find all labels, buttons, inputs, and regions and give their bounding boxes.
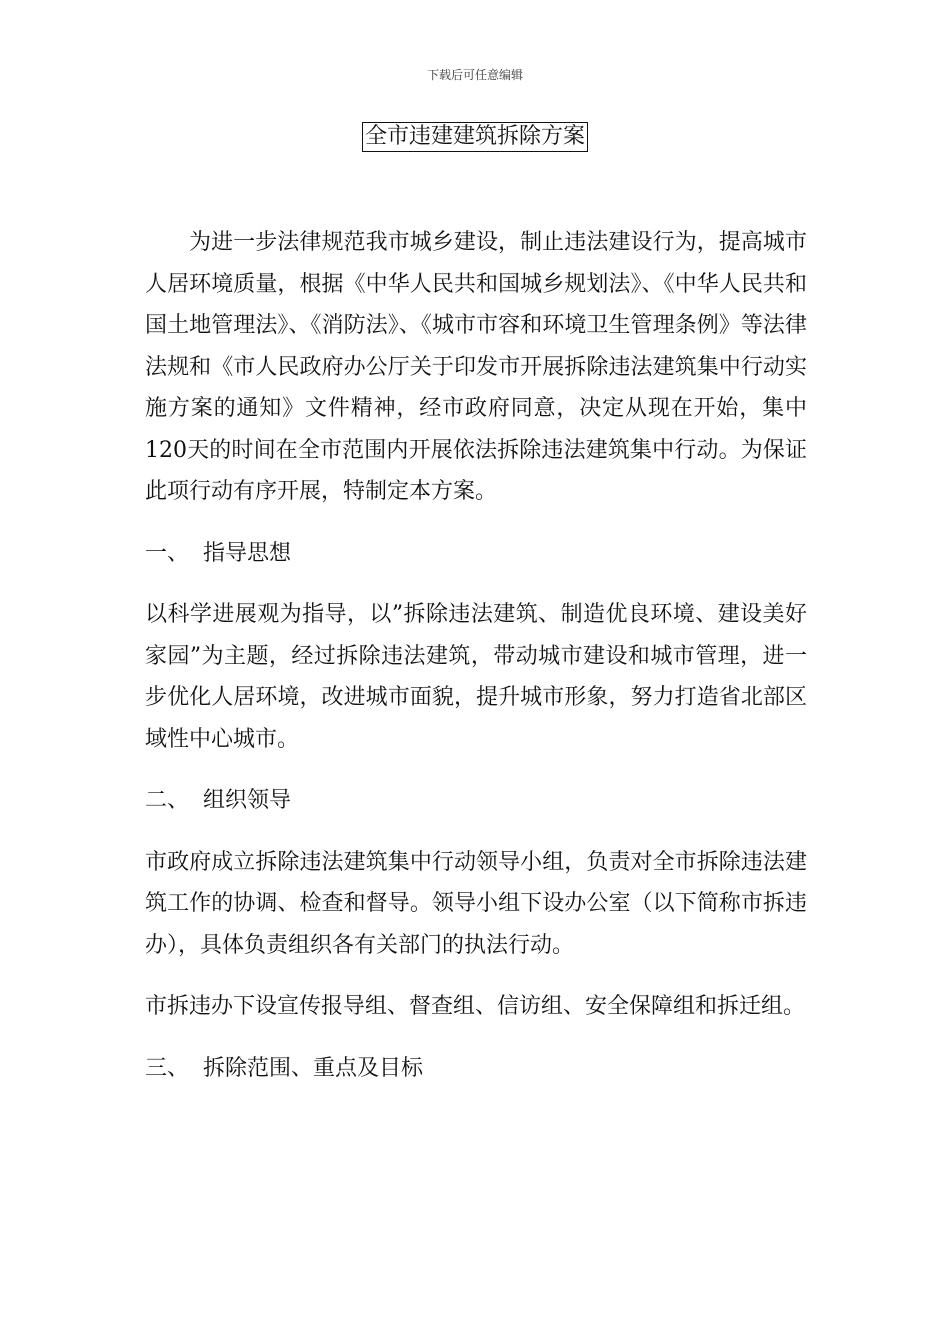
- section-1-paragraph-1: 以科学进展观为指导，以”拆除违法建筑、制造优良环境、建设美好家园”为主题，经过拆除违法建筑，带动城市建设和城市管理，进一步优化人居环境，改进城市面貌，提升城市形象，努力打造省北部区域性中心城市。: [145, 602, 807, 752]
- header-note: 下载后可任意编辑: [426, 68, 523, 82]
- section-2-paragraph-2: 市拆违办下设宣传报导组、督查组、信访组、安全保障组和拆迁组。: [145, 994, 806, 1019]
- section-number: 三、: [145, 1055, 190, 1081]
- section-number: 一、: [145, 540, 190, 566]
- section-heading-3: [145, 1048, 807, 1090]
- section-title: 指导思想: [203, 540, 292, 566]
- intro-paragraph: 为进一步法律规范我市城乡建设，制止违法建设行为，提高城市人居环境质量，根据《中华人民共和国城乡规划法》、《中华人民共和国土地管理法》、《消防法》、《城市市容和环境卫生管理条例》等法律法规和《市人民政府办公厅关于印发市开展拆除违法建筑集中行动实施方案的通知》文件精神，经市政府同意，决定从现在开始，集中120天的时间在全市范围内开展依法拆除违法建筑集中行动。为保证此项行动有序开展，特制定本方案。: [145, 230, 807, 504]
- section-2-paragraph-1: 市政府成立拆除违法建筑集中行动领导小组，负责对全市拆除违法建筑工作的协调、检查和督导。领导小组下设办公室（以下简称市拆违办），具体负责组织各有关部门的执法行动。: [145, 849, 807, 958]
- title-wrap: [0, 122, 950, 152]
- document-body: [145, 222, 807, 1109]
- section-heading-2: [145, 780, 807, 822]
- section-number: 二、: [145, 788, 190, 813]
- section-heading-1: [145, 533, 807, 575]
- section-title: 组织领导: [203, 788, 292, 813]
- document-title: 全市违建建筑拆除方案: [362, 122, 588, 152]
- section-title: 拆除范围、重点及目标: [203, 1055, 424, 1081]
